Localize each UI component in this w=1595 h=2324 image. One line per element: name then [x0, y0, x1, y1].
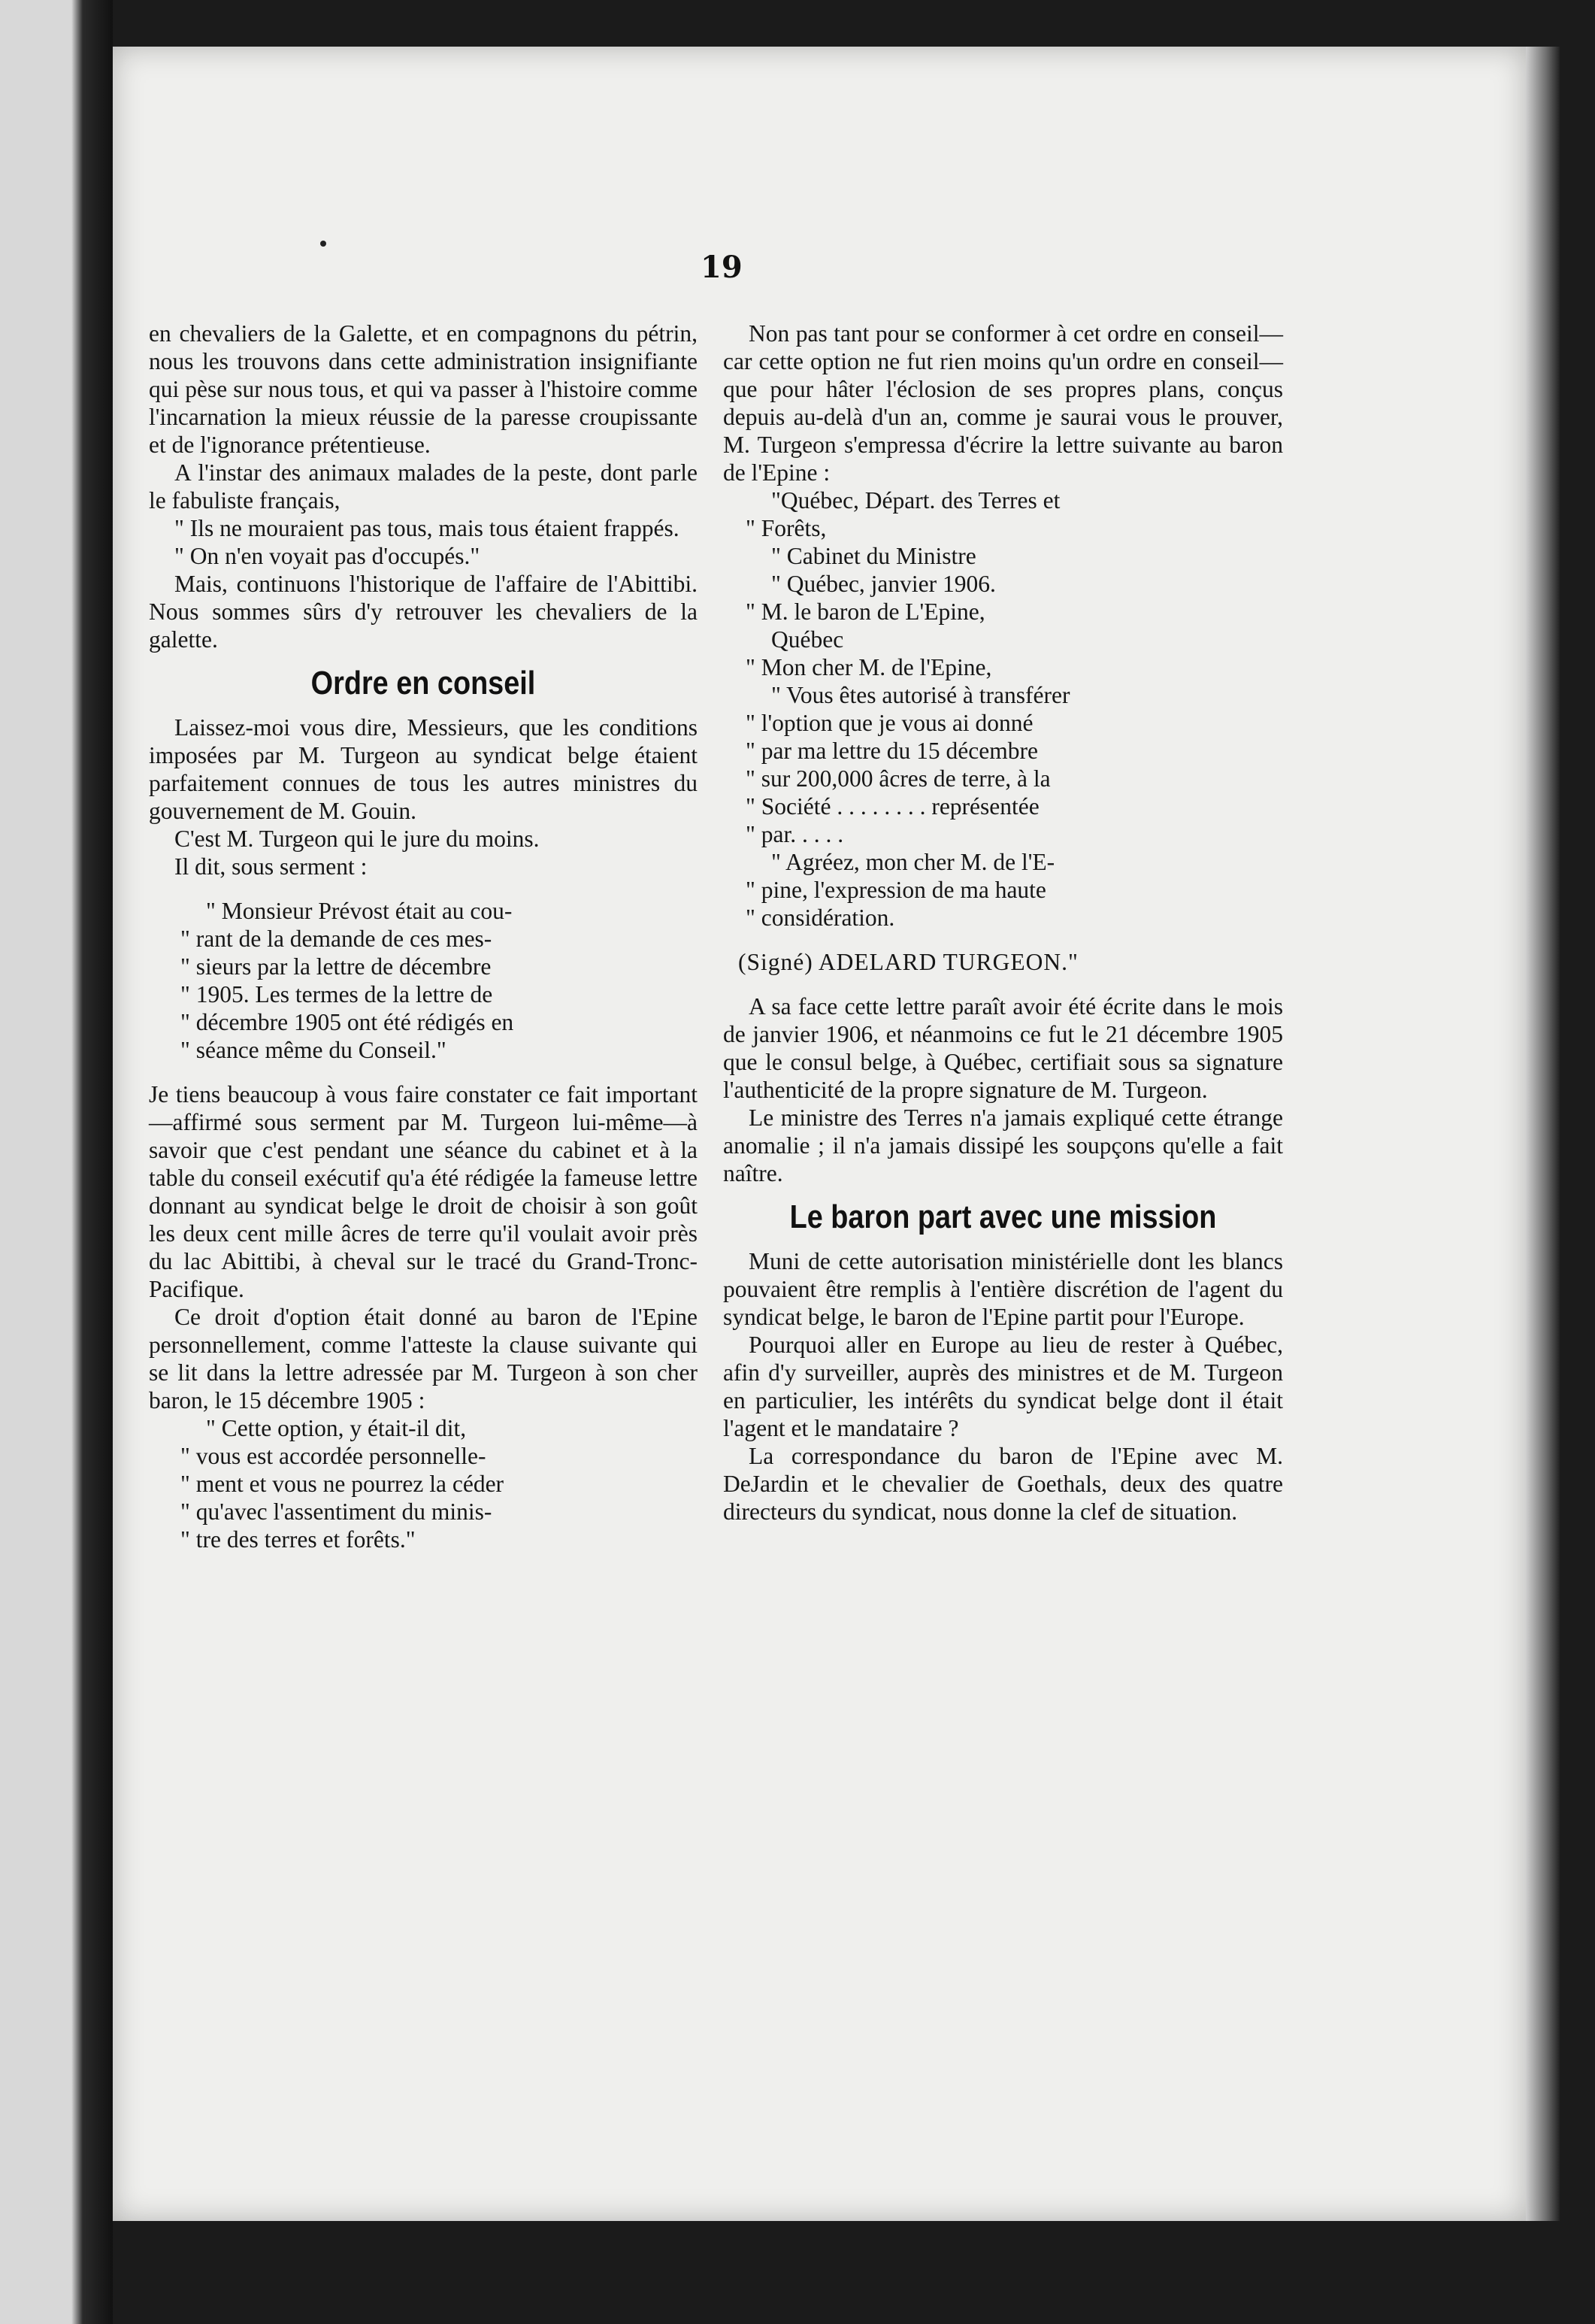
letter-line: " M. le baron de L'Epine, [746, 598, 985, 625]
paragraph: Ce droit d'option était donné au baron de l'Epine personnellement, comme l'atteste la clause suivante qui se lit dans la lettre adressée par M. Turgeon à son cher baron, le 15 décembre 1905 : [149, 1304, 698, 1413]
letter-line: " sur 200,000 âcres de terre, à la [746, 765, 1051, 792]
section-heading: Ordre en conseil [310, 665, 536, 701]
right-column [723, 320, 1283, 1526]
quote-line: " tre des terres et forêts." [180, 1526, 416, 1553]
quote-line: " qu'avec l'assentiment du minis- [180, 1498, 492, 1525]
letter-line: " considération. [746, 904, 895, 931]
paragraph: Le ministre des Terres n'a jamais expliqué cette étrange anomalie ; il n'a jamais dissipé les soupçons qu'elle a fait naître. [723, 1104, 1283, 1186]
quote-line: " Monsieur Prévost était au cou- [206, 898, 513, 924]
letter-line: Québec [771, 626, 844, 653]
quote-line: " sieurs par la lettre de décembre [180, 953, 492, 980]
paragraph: A sa face cette lettre paraît avoir été écrite dans le mois de janvier 1906, et néanmoins ce fut le 21 décembre 1905 que le consul belge, à Québec, certifiait sous sa signature l'authenticité de la propre signature de M. Turgeon. [723, 993, 1283, 1103]
paragraph: La correspondance du baron de l'Epine avec M. DeJardin et le chevalier de Goethals, deux des quatre directeurs du syndicat, nous donne la clef de situation. [723, 1443, 1283, 1525]
signature: (Signé) ADELARD TURGEON." [738, 949, 1079, 975]
letter-line: " par. . . . . [746, 821, 844, 847]
paragraph: Non pas tant pour se conformer à cet ordre en conseil—car cette option ne fut rien moins qu'un ordre en conseil—que pour hâter l'éclosion de ses propres plans, conçus depuis au-delà d'un an, comme je saurai vous le prouver, M. Turgeon s'empressa d'écrire la lettre suivante au baron de l'Epine : [723, 320, 1283, 486]
paragraph: A l'instar des animaux malades de la peste, dont parle le fabuliste français, [149, 459, 698, 514]
quote-line: " ment et vous ne pourrez la céder [180, 1471, 504, 1497]
letter-line: " Société . . . . . . . . représentée [746, 793, 1040, 820]
quote-line: " rant de la demande de ces mes- [180, 926, 492, 952]
quote-line: " séance même du Conseil." [180, 1037, 446, 1063]
paragraph: " Ils ne mouraient pas tous, mais tous étaient frappés. [174, 515, 679, 541]
paragraph: Il dit, sous serment : [174, 853, 368, 880]
letter-line: " Québec, janvier 1906. [771, 571, 996, 597]
adjacent-page-edge [0, 0, 113, 2324]
paragraph: Muni de cette autorisation ministérielle dont les blancs pouvaient être remplis à l'entière discrétion de l'agent du syndicat belge, le baron de l'Epine partit pour l'Europe. [723, 1248, 1283, 1330]
testimony-quote [149, 897, 698, 1064]
letter-line: " l'option que je vous ai donné [746, 710, 1034, 736]
paragraph: " On n'en voyait pas d'occupés." [174, 543, 480, 569]
paragraph: en chevaliers de la Galette, et en compagnons du pétrin, nous les trouvons dans cette administration insignifiante qui pèse sur nous tous, et qui va passer à l'histoire comme l'incarnation la mieux réussie de la paresse croupissante et de l'ignorance prétentieuse. [149, 320, 698, 458]
ministerial-letter [723, 486, 1283, 932]
letter-line: " Agréez, mon cher M. de l'E- [771, 849, 1055, 875]
paragraph: Pourquoi aller en Europe au lieu de rester à Québec, afin d'y surveiller, auprès des ministres et de M. Turgeon en particulier, les intérêts du syndicat belge dont il était l'agent et le mandataire ? [723, 1332, 1283, 1441]
quote-line: " Cette option, y était-il dit, [206, 1415, 467, 1441]
letter-line: " Vous êtes autorisé à transférer [771, 682, 1070, 708]
letter-line: " Mon cher M. de l'Epine, [746, 654, 992, 680]
paragraph: Mais, continuons l'historique de l'affaire de l'Abittibi. Nous sommes sûrs d'y retrouver les chevaliers de la galette. [149, 571, 698, 653]
letter-line: " pine, l'expression de ma haute [746, 877, 1046, 903]
quote-line: " vous est accordée personnelle- [180, 1443, 486, 1469]
quote-line: " 1905. Les termes de la lettre de [180, 981, 493, 1007]
quote-line: " décembre 1905 ont été rédigés en [180, 1009, 514, 1035]
paragraph: C'est M. Turgeon qui le jure du moins. [174, 826, 540, 852]
letter-line: " Forêts, [746, 515, 827, 541]
print-speck [320, 241, 326, 247]
section-heading: Le baron part avec une mission [789, 1198, 1217, 1235]
letter-line: "Québec, Départ. des Terres et [771, 487, 1061, 514]
letter-line: " Cabinet du Ministre [771, 543, 976, 569]
left-column [149, 320, 698, 1553]
paragraph: Laissez-moi vous dire, Messieurs, que les conditions imposées par M. Turgeon au syndicat belge étaient parfaitement connues de tous les autres ministres du gouvernement de M. Gouin. [149, 714, 698, 824]
page-gutter-shadow [1526, 47, 1560, 2221]
paragraph: Je tiens beaucoup à vous faire constater ce fait important—affirmé sous serment par M. Turgeon lui-même—à savoir que c'est pendant une séance du cabinet et à la table du conseil exécutif qu'a été rédigée la fameuse lettre donnant au syndicat belge le droit de choisir à son goût les deux cent mille âcres de terre qu'il voulait avoir près du lac Abittibi, à cheval sur le tracé du Grand-Tronc-Pacifique. [149, 1081, 698, 1302]
page-number: 19 [701, 250, 743, 285]
letter-line: " par ma lettre du 15 décembre [746, 738, 1038, 764]
letter-clause-quote [149, 1414, 698, 1553]
